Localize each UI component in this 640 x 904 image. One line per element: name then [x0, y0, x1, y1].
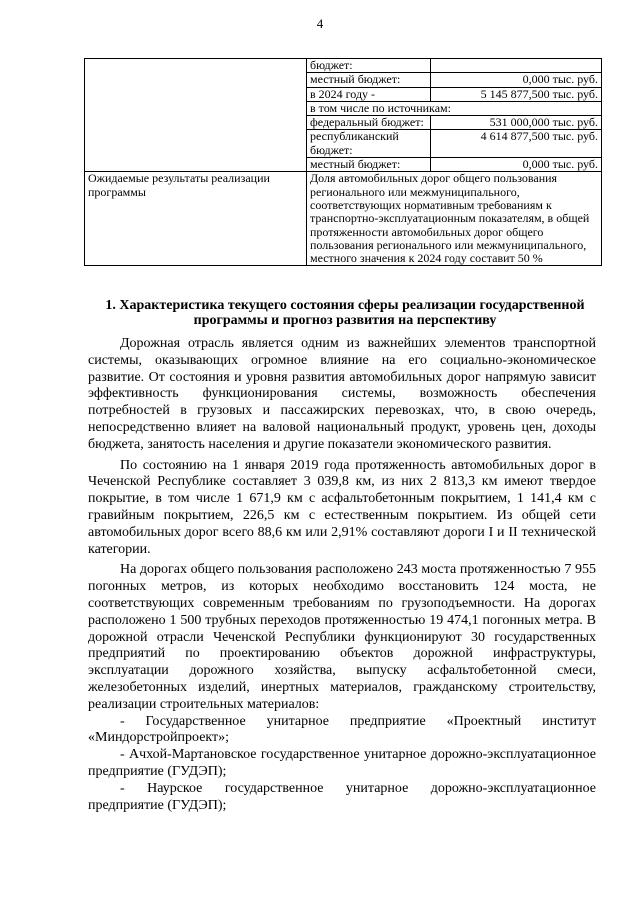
list-item: - Государственное унитарное предприятие «Проектный институт «Миндорстройпроект»; — [88, 713, 596, 746]
section-heading: 1. Характеристика текущего состояния сферы реализации государственной программы и прогноз развития на перспективу — [105, 298, 585, 328]
funding-source: бюджет: — [307, 59, 431, 73]
program-passport-table — [84, 58, 602, 266]
funding-amount: 0,000 тыс. руб. — [431, 158, 602, 172]
paragraph: По состоянию на 1 января 2019 года протяженность автомобильных дорог в Чеченской Республике составляет 3 039,8 км, из них 2 813,3 км имеют твердое покрытие, в том числе 1 671,9 км с асфальтобетонным покрытием, 1 141,4 км с гравийным покрытием, 226,5 км с естественным покрытием. Из общей сети автомобильных дорог всего 88,6 км или 2,91% составляют дороги I и II технической категории. — [88, 457, 596, 557]
funding-source: местный бюджет: — [307, 73, 431, 87]
paragraph: Дорожная отрасль является одним из важнейших элементов транспортной системы, оказывающих огромное влияние на его социально-экономическое развитие. От состояния и уровня развития автомобильных дорог напрямую зависит эффективность функционирования системы, возможность обеспечения потребностей в грузовых и пассажирских перевозках, что, в свою очередь, непосредственно влияет на валовой национальный продукт, уровень цен, доходы бюджета, занятость населения и другие показатели экономического развития. — [88, 336, 596, 452]
table-row — [85, 59, 602, 73]
funding-amount: 0,000 тыс. руб. — [431, 73, 602, 87]
funding-source: республиканский бюджет: — [307, 130, 431, 158]
list-item: - Наурское государственное унитарное дорожно-эксплуатационное предприятие (ГУДЭП); — [88, 780, 596, 813]
funding-year: в 2024 году - — [307, 87, 431, 101]
funding-sources-note: в том числе по источникам: — [307, 101, 602, 115]
funding-amount — [431, 59, 602, 73]
funding-source: местный бюджет: — [307, 158, 431, 172]
empty-label-cell — [85, 59, 307, 172]
funding-amount: 5 145 877,500 тыс. руб. — [431, 87, 602, 101]
body-text — [88, 336, 596, 814]
funding-amount: 531 000,000 тыс. руб. — [431, 116, 602, 130]
funding-amount: 4 614 877,500 тыс. руб. — [431, 130, 602, 158]
paragraph: На дорогах общего пользования расположено 243 моста протяженностью 7 955 погонных метров, из которых необходимо восстановить 124 моста, не соответствующих современным требованиям по грузоподъемности. На дорогах расположено 1 500 трубных переходов протяженностью 19 474,1 погонных метра. В дорожной отрасли Чеченской Республики функционируют 30 государственных предприятий по проектированию объектов дорожной инфраструктуры, эксплуатации дорожного хозяйства, выпуску асфальтобетонной смеси, железобетонных изделий, инертных материалов, гражданскому строительству, реализации строительных материалов: — [88, 562, 596, 712]
table-row — [85, 172, 602, 266]
funding-source: федеральный бюджет: — [307, 116, 431, 130]
page-number: 4 — [316, 16, 324, 31]
list-item: - Ачхой-Мартановское государственное унитарное дорожно-эксплуатационное предприятие (ГУДЭП); — [88, 747, 596, 779]
results-label: Ожидаемые результаты реализации программы — [85, 172, 307, 266]
results-text: Доля автомобильных дорог общего пользования регионального или межмуниципального, соответствующих нормативным требованиям к транспортно-эксплуатационным показателям, в общей протяженности автомобильных дорог общего пользования регионального или межмуниципального, местного значения к 2024 году составит 50 % — [307, 172, 602, 266]
